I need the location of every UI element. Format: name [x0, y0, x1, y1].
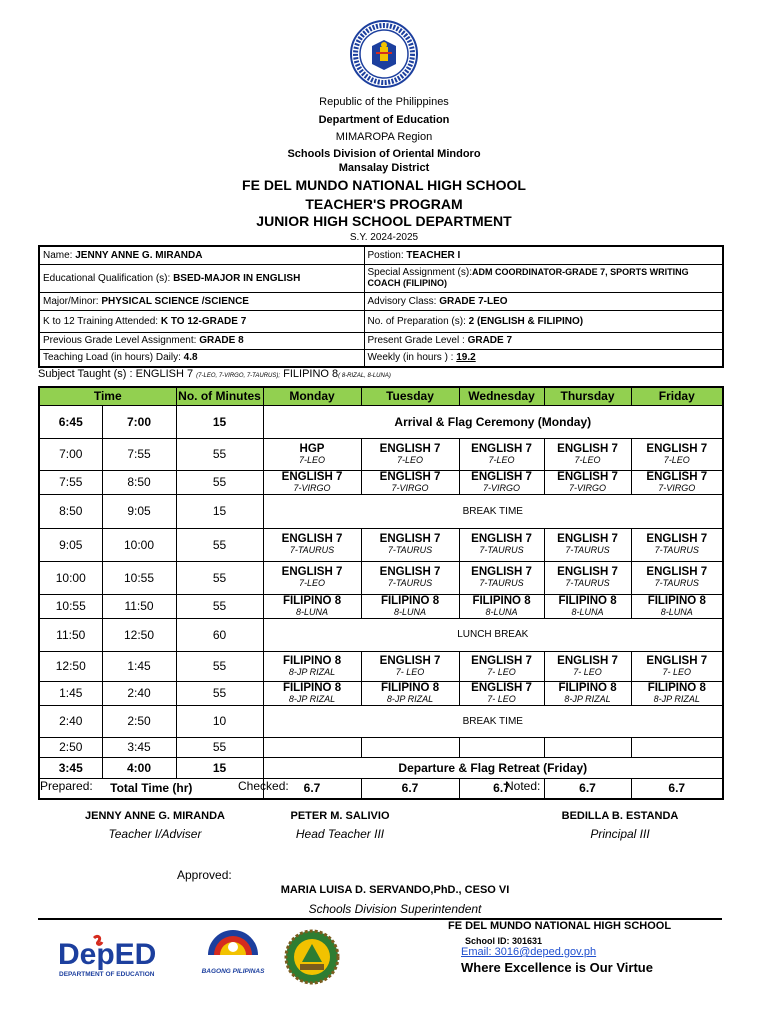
minutes-cell: 15: [176, 405, 263, 438]
special-assignment-value: ADM COORDINATOR-GRADE 7, SPORTS WRITING COACH (FILIPINO): [367, 267, 689, 288]
class-cell: [361, 737, 459, 757]
time-cell: 10:00: [102, 528, 176, 561]
schedule-row: [39, 494, 723, 528]
section-label: 7-TAURUS: [387, 545, 433, 555]
bagong-pilipinas-text: BAGONG PILIPINAS: [201, 968, 265, 975]
class-cell: [361, 594, 459, 618]
class-cell: [459, 651, 544, 681]
subject-label: ENGLISH 7: [281, 470, 343, 483]
advisory-value: GRADE 7-LEO: [439, 295, 508, 307]
schedule-row: [39, 757, 723, 778]
section-label: 7-LEO: [574, 454, 601, 465]
span-activity-cell: Departure & Flag Retreat (Friday): [263, 757, 723, 778]
section-label: 7-TAURUS: [289, 545, 335, 555]
subject-label: FILIPINO 8: [380, 594, 440, 607]
checked-title: Head Teacher III: [295, 827, 385, 841]
class-cell: [544, 438, 631, 470]
time-cell: 3:45: [102, 737, 176, 757]
class-cell: [459, 737, 544, 757]
district-heading: Mansalay District: [338, 162, 430, 174]
time-cell: 7:55: [39, 470, 102, 494]
footer-school-id: School ID: 301631: [465, 936, 543, 946]
total-row: [39, 778, 723, 799]
special-assignment-cell: Special Assignment (s):ADM COORDINATOR-GRADE 7, SPORTS WRITING COACH (FILIPINO): [364, 264, 723, 292]
section-label: 7- LEO: [487, 693, 516, 704]
noted-label: Noted:: [505, 779, 541, 793]
class-cell: [263, 651, 361, 681]
class-cell: [631, 561, 723, 594]
checked-name: PETER M. SALIVIO: [290, 810, 390, 822]
class-cell: [631, 594, 723, 618]
subject-label: FILIPINO 8: [647, 681, 706, 694]
minutes-cell: 55: [176, 561, 263, 594]
time-cell: 4:00: [102, 757, 176, 778]
present-grade-cell: Present Grade Level : GRADE 7: [364, 332, 723, 349]
section-label: 7-TAURUS: [479, 545, 524, 555]
class-cell: [631, 470, 723, 494]
total-value: 6.7: [459, 778, 544, 799]
section-label: 7-VIRGO: [293, 482, 331, 493]
time-cell: 9:05: [102, 494, 176, 528]
time-cell: 6:45: [39, 405, 102, 438]
time-cell: 9:05: [39, 528, 102, 561]
class-cell: [263, 470, 361, 494]
section-label: 7-TAURUS: [479, 578, 524, 588]
subject-label: FILIPINO 8: [472, 594, 531, 607]
training-value: K TO 12-GRADE 7: [160, 315, 247, 327]
subject-label: ENGLISH 7: [646, 654, 708, 667]
header-cell: No. of Minutes: [176, 387, 263, 405]
advisory-cell: Advisory Class: GRADE 7-LEO: [364, 292, 723, 310]
minutes-cell: 10: [176, 705, 263, 737]
subject-label: ENGLISH 7: [646, 566, 708, 578]
header-cell: Friday: [631, 387, 723, 405]
class-cell: [361, 681, 459, 705]
previous-grade-cell: Previous Grade Level Assignment: GRADE 8: [39, 332, 364, 349]
subject-label: FILIPINO 8: [380, 681, 440, 694]
time-cell: 7:55: [102, 438, 176, 470]
class-cell: [544, 651, 631, 681]
prepared-name: JENNY ANNE G. MIRANDA: [85, 810, 225, 822]
section-label: 7-VIRGO: [658, 482, 696, 493]
time-cell: 7:00: [39, 438, 102, 470]
weekly-load-cell: Weekly (in hours ) : 19.2: [364, 349, 723, 367]
prepared-label: Prepared:: [40, 779, 93, 793]
schedule-row: [39, 651, 723, 681]
class-cell: [544, 737, 631, 757]
subject-label: ENGLISH 7: [471, 442, 532, 455]
time-cell: 12:50: [102, 618, 176, 651]
schedule-row: [39, 405, 723, 438]
time-cell: 11:50: [39, 618, 102, 651]
schedule-row: [39, 561, 723, 594]
weekly-load-value: 19.2: [456, 352, 476, 364]
section-label: 8-LUNA: [394, 606, 427, 617]
subject-label: ENGLISH 7: [471, 654, 532, 667]
teacher-name: JENNY ANNE G. MIRANDA: [75, 249, 203, 261]
subject-label: ENGLISH 7: [379, 654, 441, 667]
time-cell: 8:50: [102, 470, 176, 494]
deped-seal-icon: [350, 20, 418, 88]
total-value: 6.7: [263, 778, 361, 799]
schedule-row: [39, 528, 723, 561]
section-label: 7-VIRGO: [483, 482, 521, 493]
section-label: 8-JP RIZAL: [288, 693, 336, 704]
time-cell: 10:55: [102, 561, 176, 594]
subject-label: ENGLISH 7: [379, 566, 441, 578]
subject-label: ENGLISH 7: [379, 470, 441, 483]
section-label: 7-TAURUS: [654, 545, 699, 555]
class-cell: [544, 681, 631, 705]
total-label: Total Time (hr): [39, 778, 263, 799]
class-cell: [263, 561, 361, 594]
header-cell: Tuesday: [361, 387, 459, 405]
section-label: 7-LEO: [397, 454, 424, 465]
schedule-row: [39, 737, 723, 757]
subject-label: ENGLISH 7: [557, 566, 618, 578]
program-title: TEACHER'S PROGRAM: [305, 196, 463, 212]
section-label: 7-LEO: [299, 454, 326, 465]
department-heading: Department of Education: [318, 114, 450, 126]
school-year: S.Y. 2024-2025: [349, 232, 419, 243]
class-cell: [631, 438, 723, 470]
section-label: 8-JP RIZAL: [386, 693, 434, 704]
schedule-row: [39, 438, 723, 470]
time-cell: 1:45: [102, 651, 176, 681]
minutes-cell: 60: [176, 618, 263, 651]
class-cell: [263, 528, 361, 561]
schedule-row: [39, 705, 723, 737]
section-label: 8-JP RIZAL: [653, 693, 700, 704]
school-logo: [280, 928, 344, 986]
section-label: 7-LEO: [299, 578, 326, 588]
class-cell: [631, 528, 723, 561]
time-cell: 2:50: [102, 705, 176, 737]
class-cell: [544, 528, 631, 561]
schedule-table: [38, 386, 724, 800]
present-grade-value: GRADE 7: [467, 335, 513, 346]
header-cell: Monday: [263, 387, 361, 405]
class-cell: [361, 651, 459, 681]
time-cell: 2:50: [39, 737, 102, 757]
section-label: 8-JP RIZAL: [288, 666, 336, 677]
subject-label: ENGLISH 7: [471, 533, 532, 545]
minutes-cell: 55: [176, 651, 263, 681]
section-label: 7-VIRGO: [391, 482, 429, 493]
subject-label: FILIPINO 8: [558, 681, 617, 694]
time-cell: 2:40: [102, 681, 176, 705]
class-cell: [361, 561, 459, 594]
minutes-cell: 15: [176, 494, 263, 528]
span-activity-cell: Arrival & Flag Ceremony (Monday): [263, 405, 723, 438]
time-cell: 10:55: [39, 594, 102, 618]
class-cell: [631, 737, 723, 757]
subject-label: ENGLISH 7: [281, 533, 343, 545]
subject-label: ENGLISH 7: [646, 442, 708, 455]
subject-label: ENGLISH 7: [471, 681, 532, 694]
class-cell: [361, 528, 459, 561]
class-cell: [459, 561, 544, 594]
subject-label: FILIPINO 8: [282, 654, 342, 667]
schedule-row: [39, 470, 723, 494]
span-activity-cell: LUNCH BREAK: [263, 618, 723, 651]
subject-label: FILIPINO 8: [282, 594, 342, 607]
subject-label: FILIPINO 8: [647, 594, 706, 607]
class-cell: [544, 594, 631, 618]
teacher-info-table: [38, 245, 724, 368]
class-cell: [459, 528, 544, 561]
schedule-row: [39, 594, 723, 618]
subject-label: ENGLISH 7: [281, 566, 343, 578]
republic-heading: Republic of the Philippines: [319, 96, 449, 108]
span-activity-cell: BREAK TIME: [263, 705, 723, 737]
class-cell: [459, 594, 544, 618]
class-cell: [361, 470, 459, 494]
footer-school: FE DEL MUNDO NATIONAL HIGH SCHOOL: [448, 920, 672, 932]
minutes-cell: 15: [176, 757, 263, 778]
time-cell: 10:00: [39, 561, 102, 594]
schedule-header-row: [39, 387, 723, 405]
minutes-cell: 55: [176, 438, 263, 470]
division-heading: Schools Division of Oriental Mindoro: [287, 148, 481, 160]
position-cell: Postion: TEACHER I: [364, 246, 723, 264]
bagong-pilipinas-logo: [200, 925, 266, 981]
section-label: 7-VIRGO: [569, 482, 607, 493]
header-cell: Time: [39, 387, 176, 405]
minutes-cell: 55: [176, 594, 263, 618]
section-label: 8-LUNA: [660, 606, 693, 617]
class-cell: [459, 681, 544, 705]
subject-label: FILIPINO 8: [558, 594, 617, 607]
approved-name: MARIA LUISA D. SERVANDO,PhD., CESO VI: [280, 884, 510, 896]
preparation-cell: No. of Preparation (s): 2 (ENGLISH & FILIPINO): [364, 310, 723, 332]
class-cell: [631, 681, 723, 705]
checked-label: Checked:: [238, 779, 289, 793]
section-label: 7-TAURUS: [387, 578, 433, 588]
section-label: 7- LEO: [662, 666, 692, 677]
subject-label: ENGLISH 7: [471, 566, 532, 578]
section-label: 7-LEO: [488, 454, 515, 465]
section-label: 7- LEO: [487, 666, 516, 677]
class-cell: [263, 594, 361, 618]
subject-label: HGP: [299, 442, 325, 455]
header-cell: Thursday: [544, 387, 631, 405]
training-cell: K to 12 Training Attended: K TO 12-GRADE 7: [39, 310, 364, 332]
class-cell: [263, 681, 361, 705]
deped-logo-subtitle: DEPARTMENT OF EDUCATION: [59, 971, 155, 978]
section-label: 8-JP RIZAL: [564, 693, 611, 704]
subject-label: FILIPINO 8: [282, 681, 342, 694]
preparation-value: 2 (ENGLISH & FILIPINO): [468, 315, 584, 327]
footer-email-link[interactable]: Email: 3016@deped.gov.ph: [461, 946, 597, 958]
section-label: 8-LUNA: [296, 606, 329, 617]
section-label: 8-LUNA: [571, 606, 604, 617]
time-cell: 7:00: [102, 405, 176, 438]
class-cell: [544, 561, 631, 594]
header-cell: Wednesday: [459, 387, 544, 405]
qualification-value: BSED-MAJOR IN ENGLISH: [173, 272, 301, 284]
class-cell: [263, 438, 361, 470]
region-heading: MIMAROPA Region: [335, 131, 433, 143]
qualification-cell: Educational Qualification (s): BSED-MAJOR IN ENGLISH: [39, 264, 364, 292]
subject-label: ENGLISH 7: [557, 654, 618, 667]
deped-logo-word: DepED: [58, 938, 157, 971]
schedule-row: [39, 681, 723, 705]
department-title: JUNIOR HIGH SCHOOL DEPARTMENT: [256, 213, 512, 229]
class-cell: [361, 438, 459, 470]
section-label: 8-LUNA: [485, 606, 518, 617]
major-minor-cell: Major/Minor: PHYSICAL SCIENCE /SCIENCE: [39, 292, 364, 310]
section-label: 7-TAURUS: [654, 578, 699, 588]
time-cell: 12:50: [39, 651, 102, 681]
class-cell: [263, 737, 361, 757]
total-value: 6.7: [631, 778, 723, 799]
time-cell: 2:40: [39, 705, 102, 737]
time-cell: 8:50: [39, 494, 102, 528]
class-cell: [459, 438, 544, 470]
class-cell: [631, 651, 723, 681]
subject-label: ENGLISH 7: [557, 442, 618, 455]
minutes-cell: 55: [176, 470, 263, 494]
subject-label: ENGLISH 7: [646, 470, 708, 483]
time-cell: 11:50: [102, 594, 176, 618]
subject-label: ENGLISH 7: [379, 442, 441, 455]
daily-load-value: 4.8: [183, 352, 198, 364]
subject-label: ENGLISH 7: [379, 533, 441, 545]
subject-label: ENGLISH 7: [557, 470, 618, 483]
subject-label: ENGLISH 7: [557, 533, 618, 545]
deped-logo: [58, 932, 174, 980]
class-cell: [459, 470, 544, 494]
subject-label: ENGLISH 7: [471, 470, 532, 483]
section-label: 7-LEO: [663, 454, 690, 465]
approved-title: Schools Division Superintendent: [308, 902, 482, 916]
subject-label: ENGLISH 7: [646, 533, 708, 545]
section-label: 7-TAURUS: [565, 545, 610, 555]
major-minor-value: PHYSICAL SCIENCE /SCIENCE: [101, 295, 249, 307]
subjects-taught: Subject Taught (s) : ENGLISH 7 (7-LEO, 7-VIRGO, 7-TAURUS); FILIPINO 8( 8-RIZAL, 8-LUNA): [38, 368, 391, 380]
section-label: 7- LEO: [395, 666, 425, 677]
section-label: 7-TAURUS: [565, 578, 610, 588]
school-heading: FE DEL MUNDO NATIONAL HIGH SCHOOL: [242, 177, 526, 193]
daily-load-cell: Teaching Load (in hours) Daily: 4.8: [39, 349, 364, 367]
approved-label: Approved:: [177, 868, 232, 882]
class-cell: [544, 470, 631, 494]
position-value: TEACHER I: [406, 249, 461, 261]
footer-motto: Where Excellence is Our Virtue: [461, 960, 653, 975]
time-cell: 3:45: [39, 757, 102, 778]
schedule-row: [39, 618, 723, 651]
span-activity-cell: BREAK TIME: [263, 494, 723, 528]
minutes-cell: 55: [176, 681, 263, 705]
minutes-cell: 55: [176, 737, 263, 757]
minutes-cell: 55: [176, 528, 263, 561]
previous-grade-value: GRADE 8: [199, 335, 244, 346]
total-value: 6.7: [361, 778, 459, 799]
noted-name: BEDILLA B. ESTANDA: [561, 810, 679, 822]
name-cell: Name: JENNY ANNE G. MIRANDA: [39, 246, 364, 264]
total-value: 6.7: [544, 778, 631, 799]
time-cell: 1:45: [39, 681, 102, 705]
prepared-title: Teacher I/Adviser: [108, 827, 202, 841]
noted-title: Principal III: [590, 827, 650, 841]
section-label: 7- LEO: [573, 666, 602, 677]
